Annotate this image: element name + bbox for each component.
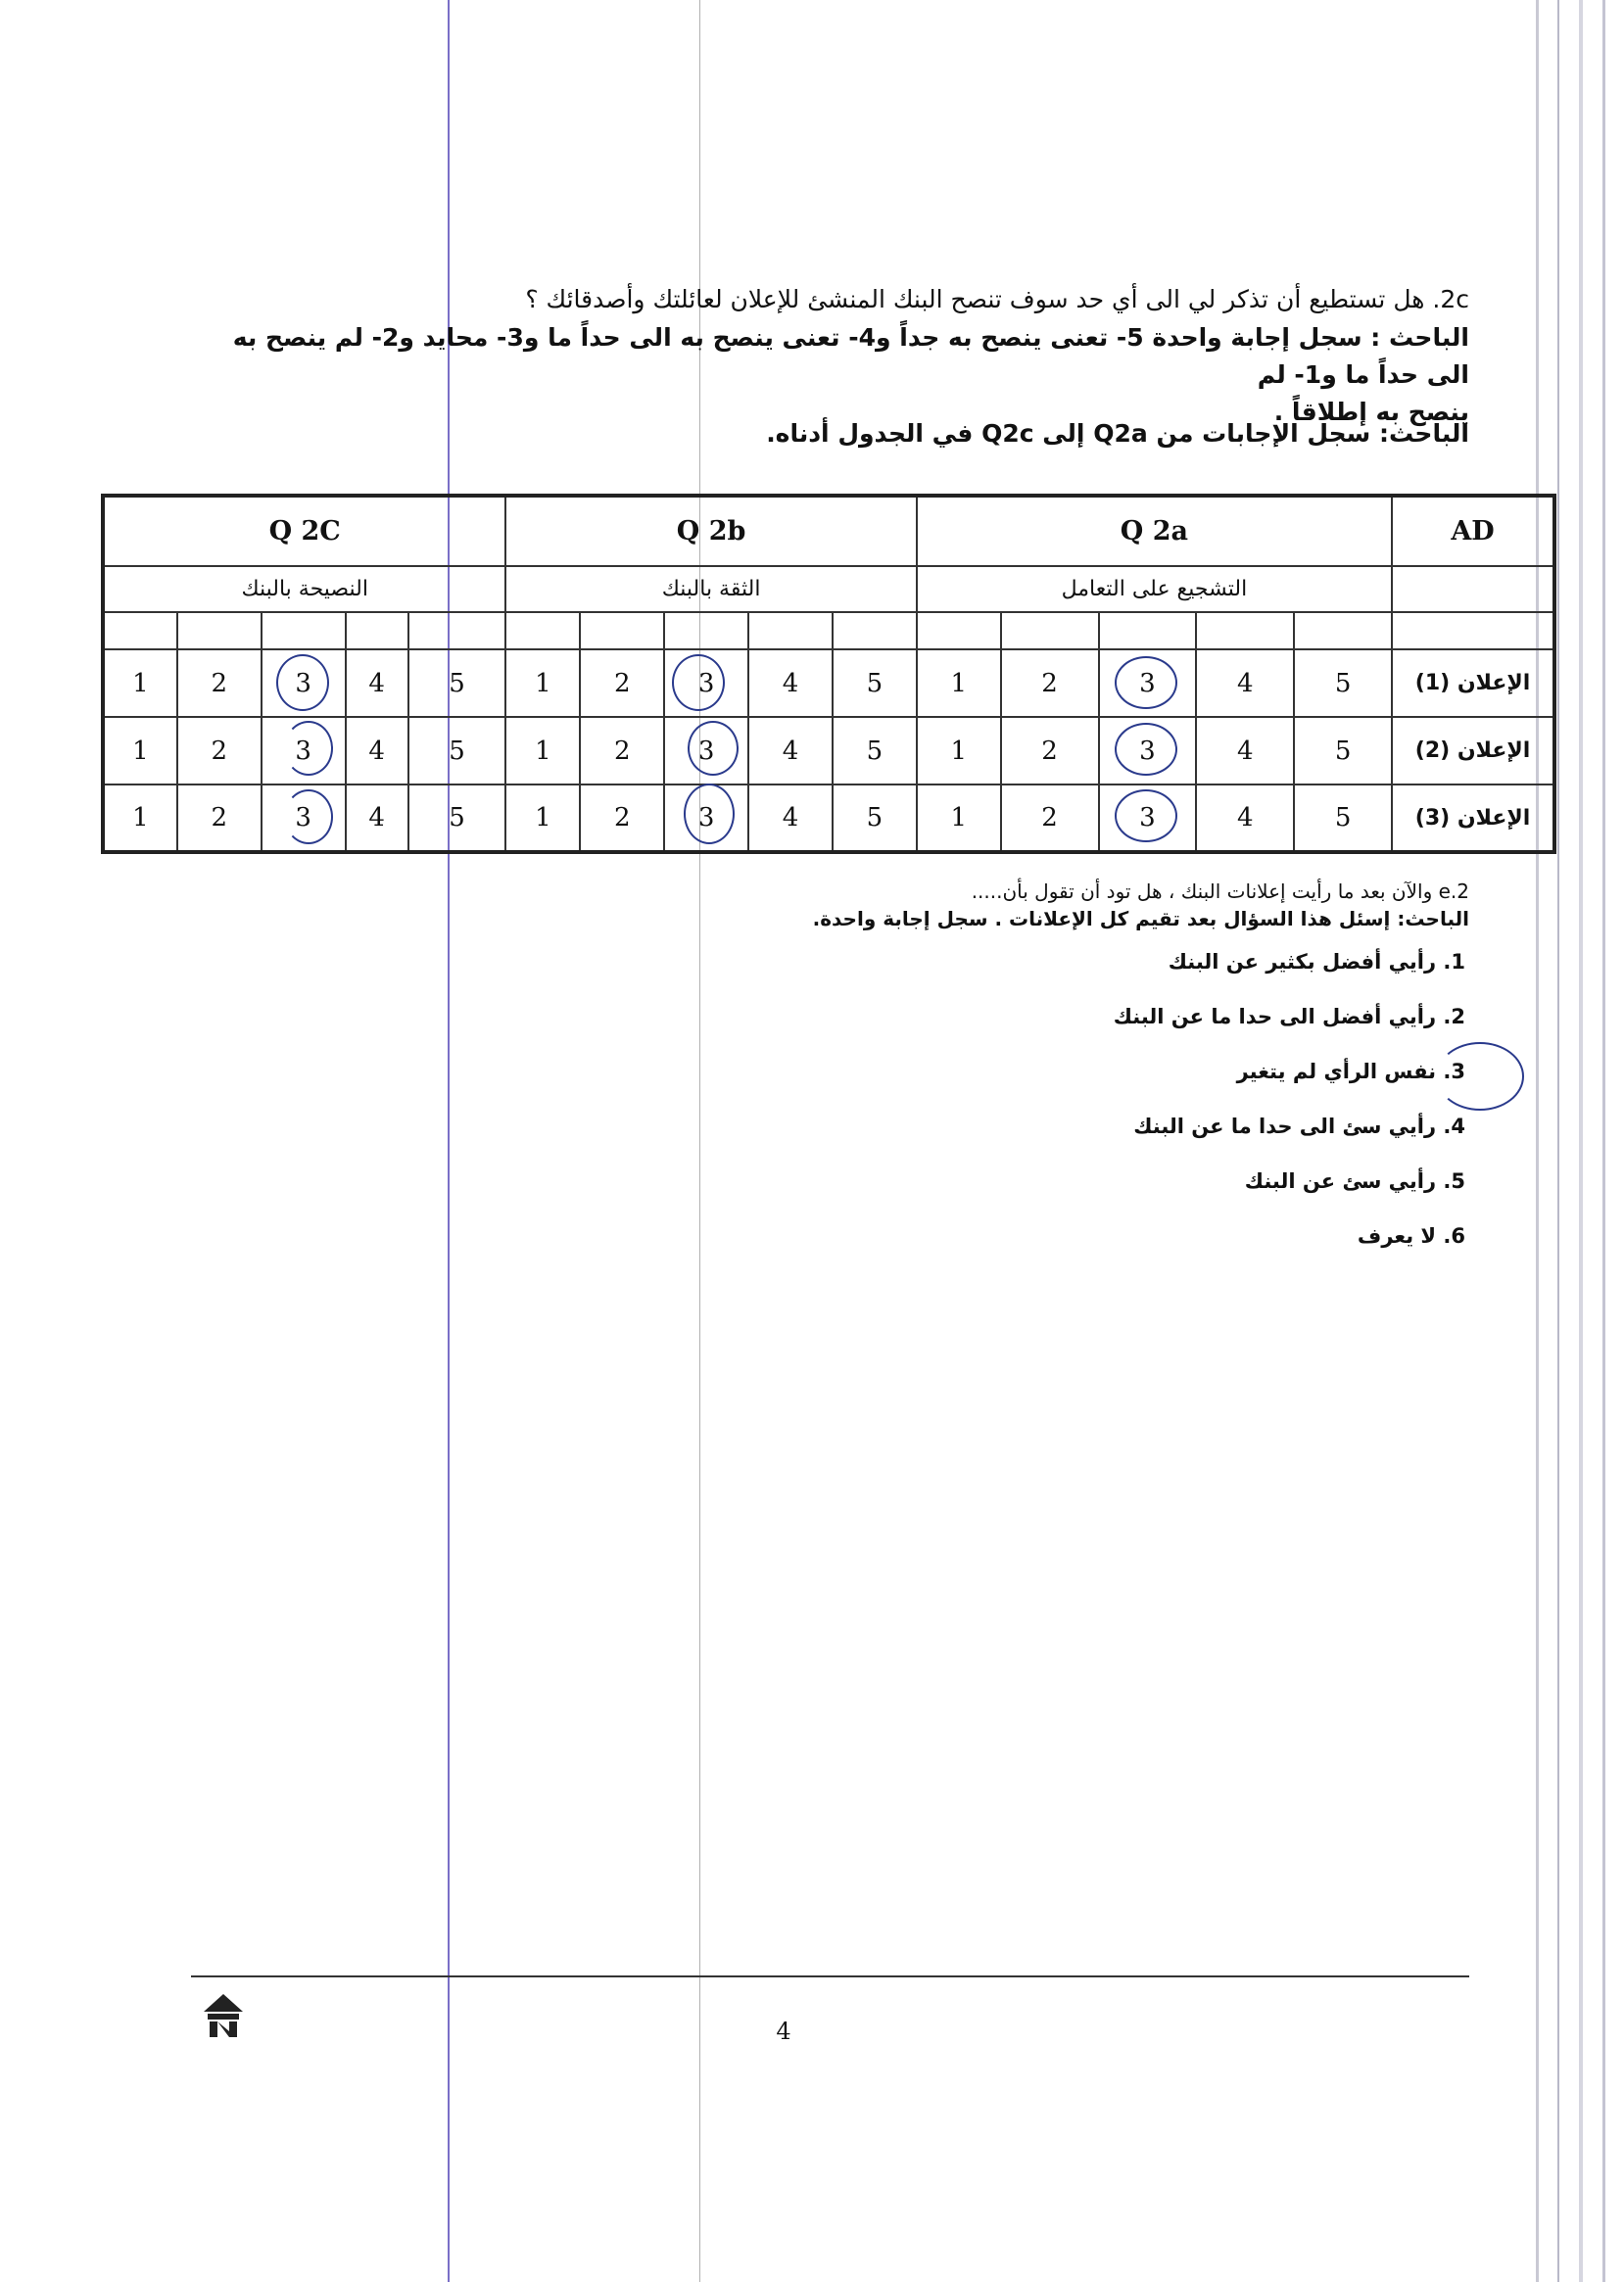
handwritten-circle: [284, 721, 333, 776]
scale-cell[interactable]: 5: [833, 717, 917, 784]
group-label-q2b: الثقة بالبنك: [505, 566, 916, 612]
group-header-q2c: Q 2C: [103, 496, 505, 566]
handwritten-circle: [1115, 789, 1177, 842]
scale-cell[interactable]: 4: [1196, 649, 1294, 717]
scale-cell[interactable]: 2: [177, 784, 262, 852]
scale-cell-selected[interactable]: 3: [664, 717, 748, 784]
scale-cell[interactable]: 4: [748, 717, 833, 784]
scale-cell[interactable]: 4: [346, 717, 408, 784]
scale-cell[interactable]: 2: [177, 717, 262, 784]
scale-cell[interactable]: 1: [103, 649, 177, 717]
scale-cell[interactable]: 4: [1196, 717, 1294, 784]
handwritten-circle: [1115, 656, 1177, 709]
group-label-q2c: النصيحة بالبنك: [103, 566, 505, 612]
scan-edge: [1557, 0, 1559, 2282]
question-2c-instruction: [196, 319, 1469, 431]
scale-cell[interactable]: 2: [580, 717, 664, 784]
scan-edge: [1602, 0, 1605, 2282]
group-label-q2a: التشجيع على التعامل: [917, 566, 1392, 612]
instruction-line-1: الباحث : سجل إجابة واحدة 5- تعنى ينصح به جداً و4- تعنى ينصح به الى حداً ما و3- محايد و2- لم ينصح به الى حداً ما و1- لم: [232, 323, 1469, 389]
handwritten-circle: [672, 654, 725, 711]
ad-header: AD: [1392, 496, 1554, 566]
group-header-q2b: Q 2b: [505, 496, 916, 566]
scale-cell-selected[interactable]: 3: [1099, 784, 1197, 852]
scale-cell[interactable]: 2: [177, 649, 262, 717]
footer-rule: [191, 1975, 1469, 1977]
scale-cell[interactable]: 1: [505, 649, 580, 717]
scale-cell[interactable]: 5: [408, 649, 506, 717]
scale-cell[interactable]: 4: [346, 649, 408, 717]
scale-cell-selected[interactable]: 3: [262, 717, 346, 784]
scale-cell[interactable]: 5: [833, 784, 917, 852]
scale-cell-selected[interactable]: 3: [262, 784, 346, 852]
scale-cell[interactable]: 2: [1001, 717, 1099, 784]
group-header-q2a: Q 2a: [917, 496, 1392, 566]
scale-cell-selected[interactable]: 3: [1099, 649, 1197, 717]
scale-cell[interactable]: 1: [505, 717, 580, 784]
scan-edge: [1579, 0, 1583, 2282]
option-5[interactable]: 5. رأيي سئ عن البنك: [1244, 1169, 1465, 1193]
instruction-line-2: ينصح به إطلاقاً .: [1273, 398, 1469, 426]
option-4[interactable]: 4. رأيي سئ الى حدا ما عن البنك: [1133, 1115, 1465, 1138]
scale-cell[interactable]: 5: [1294, 784, 1392, 852]
scale-cell[interactable]: 2: [1001, 784, 1099, 852]
scale-cell[interactable]: 4: [1196, 784, 1294, 852]
scale-cell[interactable]: 5: [833, 649, 917, 717]
scale-cell[interactable]: 5: [1294, 717, 1392, 784]
scale-cell[interactable]: 5: [408, 717, 506, 784]
option-2[interactable]: 2. رأيي أفضل الى حدا ما عن البنك: [1113, 1005, 1465, 1028]
handwritten-circle: [1115, 723, 1177, 776]
table-instruction: الباحث: سجل الإجابات من Q2a إلى Q2c في الجدول أدناه.: [766, 419, 1469, 448]
handwritten-circle: [688, 721, 739, 776]
handwritten-circle: [1436, 1042, 1524, 1111]
scale-cell[interactable]: 4: [748, 649, 833, 717]
option-3-selected[interactable]: 3. نفس الرأي لم يتغير: [1236, 1060, 1465, 1083]
company-logo-icon: [200, 1992, 247, 2039]
page-number: 4: [776, 2018, 791, 2045]
handwritten-circle: [276, 654, 329, 711]
scale-cell[interactable]: 1: [103, 784, 177, 852]
option-1[interactable]: 1. رأيي أفضل بكثير عن البنك: [1168, 950, 1465, 974]
scale-cell[interactable]: 2: [580, 784, 664, 852]
scale-cell-selected[interactable]: 3: [262, 649, 346, 717]
option-6[interactable]: 6. لا يعرف: [1357, 1224, 1465, 1248]
handwritten-circle: [284, 789, 333, 844]
scale-cell[interactable]: 2: [1001, 649, 1099, 717]
scale-cell[interactable]: 4: [346, 784, 408, 852]
handwritten-circle: [684, 784, 735, 844]
scale-cell-selected[interactable]: 3: [1099, 717, 1197, 784]
ad-label: الإعلان (3): [1392, 784, 1554, 852]
scale-cell[interactable]: 1: [103, 717, 177, 784]
scale-cell[interactable]: 1: [917, 784, 1001, 852]
scale-cell[interactable]: 5: [1294, 649, 1392, 717]
scale-cell[interactable]: 1: [917, 717, 1001, 784]
scale-cell-selected[interactable]: 3: [664, 649, 748, 717]
ad-label: الإعلان (2): [1392, 717, 1554, 784]
ad-label: الإعلان (1): [1392, 649, 1554, 717]
scale-cell[interactable]: 4: [748, 784, 833, 852]
scale-cell[interactable]: 1: [505, 784, 580, 852]
scale-cell[interactable]: 5: [408, 784, 506, 852]
question-2c-text: 2c. هل تستطيع أن تذكر لي الى أي حد سوف تنصح البنك المنشئ للإعلان لعائلتك وأصدقائك ؟: [525, 285, 1469, 313]
question-2e-text: 2.e والآن بعد ما رأيت إعلانات البنك ، هل تود أن تقول بأن.....: [971, 880, 1469, 903]
scale-cell[interactable]: 2: [580, 649, 664, 717]
scale-cell[interactable]: 1: [917, 649, 1001, 717]
scale-cell-selected[interactable]: 3: [664, 784, 748, 852]
scan-edge: [1536, 0, 1539, 2282]
question-2e-instruction: الباحث: إسئل هذا السؤال بعد تقيم كل الإعلانات . سجل إجابة واحدة.: [812, 907, 1469, 930]
